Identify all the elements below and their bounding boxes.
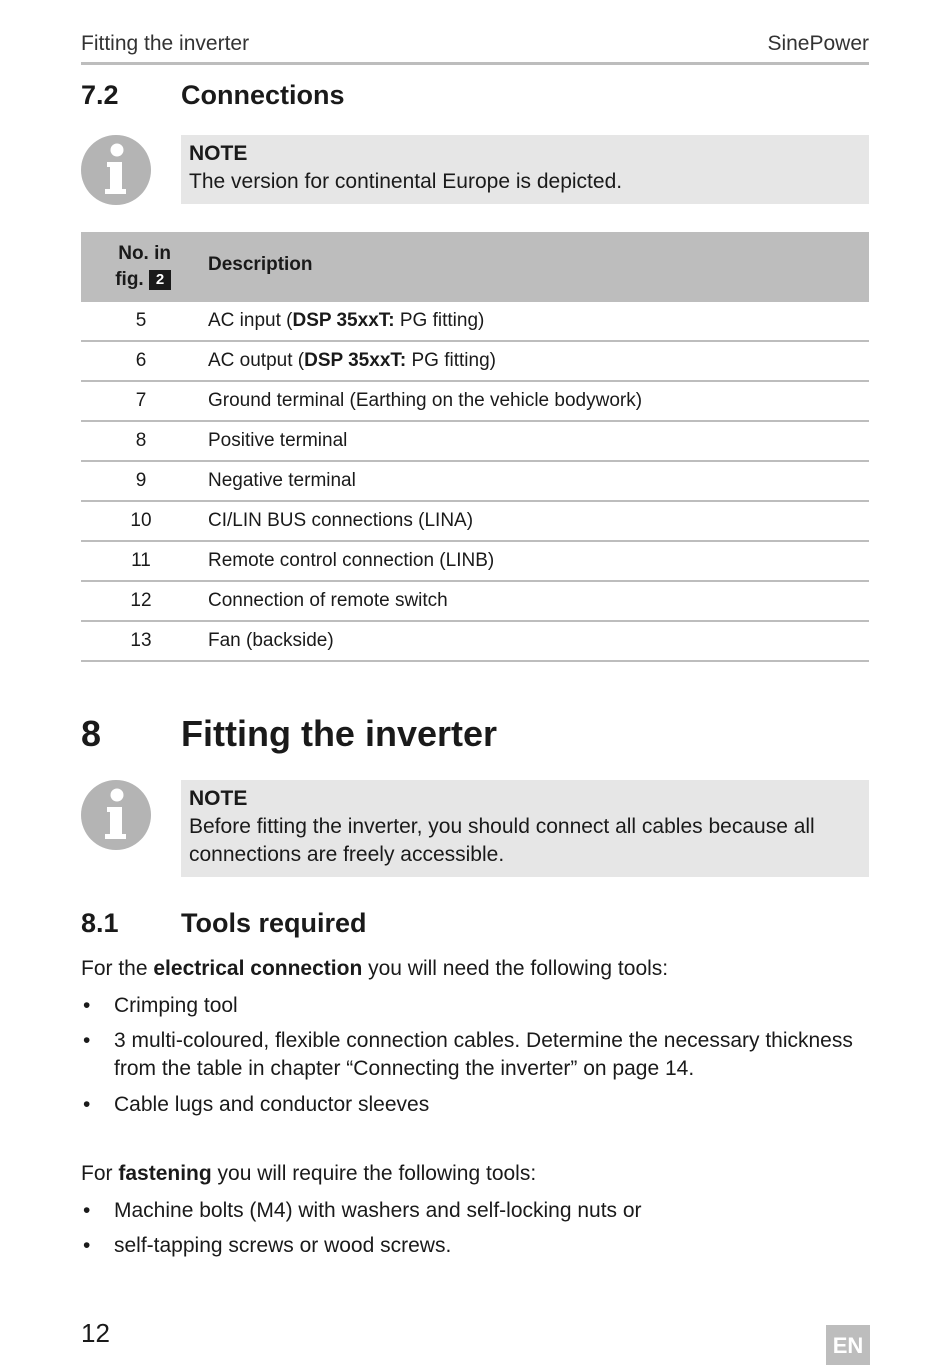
connections-table (81, 232, 869, 662)
row-description: CI/LIN BUS connections (LINA) (208, 510, 474, 531)
bullet-dot: • (83, 1029, 91, 1052)
page-number: 12 (81, 1318, 110, 1348)
note-text: Before fitting the inverter, you should connect all cables because all connections are freely accessible. (189, 815, 815, 866)
row-description: Positive terminal (208, 430, 348, 451)
row-description: AC input (DSP 35xxT: PG fitting) (208, 310, 485, 331)
header-product-name: SinePower (767, 32, 869, 55)
table-row (81, 422, 869, 462)
info-icon (81, 135, 151, 205)
chapter-title: Fitting the inverter (181, 713, 498, 754)
list-item-text: Crimping tool (114, 994, 238, 1017)
table-row (81, 622, 869, 662)
row-number: 9 (135, 470, 147, 491)
table-row (81, 462, 869, 502)
table-row (81, 502, 869, 542)
bullet-dot: • (83, 994, 91, 1017)
note-title: NOTE (189, 787, 248, 810)
section-title: Tools required (181, 908, 367, 938)
language-badge: EN (826, 1325, 870, 1365)
header-chapter-title: Fitting the inverter (81, 32, 250, 55)
note-box (181, 135, 869, 204)
row-description: AC output (DSP 35xxT: PG fitting) (208, 350, 496, 371)
row-description: Negative terminal (208, 470, 356, 491)
section-number: 7.2 (81, 80, 119, 110)
list-item-text: Cable lugs and conductor sleeves (114, 1093, 430, 1116)
section-title: Connections (181, 80, 345, 110)
row-description: Remote control connection (LINB) (208, 550, 495, 571)
note-text: The version for continental Europe is depicted. (189, 170, 623, 193)
row-description: Ground terminal (Earthing on the vehicle bodywork) (208, 390, 643, 411)
column-header-number (81, 241, 171, 293)
column-header-number-line2: fig. 2 (81, 267, 171, 293)
row-number: 13 (130, 630, 152, 651)
table-header (81, 232, 869, 302)
column-header-description: Description (208, 254, 313, 275)
bullet-dot: • (83, 1199, 91, 1222)
row-number: 10 (130, 510, 152, 531)
note-title: NOTE (189, 142, 248, 165)
info-icon (81, 780, 151, 850)
table-row (81, 342, 869, 382)
list-item-text: self-tapping screws or wood screws. (114, 1234, 452, 1257)
chapter-number: 8 (81, 713, 102, 754)
row-number: 6 (135, 350, 147, 371)
page-header (81, 30, 869, 65)
row-number: 7 (135, 390, 147, 411)
row-number: 12 (130, 590, 152, 611)
fastening-intro: For fastening you will require the following tools: (81, 1162, 537, 1185)
column-header-number-line1: No. in (118, 243, 171, 264)
table-body (81, 302, 869, 662)
row-description: Connection of remote switch (208, 590, 448, 611)
table-row (81, 302, 869, 342)
row-number: 11 (131, 550, 151, 571)
row-number: 8 (135, 430, 147, 451)
table-row (81, 542, 869, 582)
row-description: Fan (backside) (208, 630, 334, 651)
figure-badge: 2 (149, 270, 171, 290)
bullet-dot: • (83, 1093, 91, 1116)
table-row (81, 582, 869, 622)
list-item-text: Machine bolts (M4) with washers and self-locking nuts or (114, 1199, 642, 1222)
note-box (181, 780, 869, 877)
section-number: 8.1 (81, 908, 119, 938)
list-item-text: 3 multi-coloured, flexible connection cables. Determine the necessary thickness from the table in chapter “Connecting the inverter” on page 14. (114, 1029, 853, 1080)
bullet-dot: • (83, 1234, 91, 1257)
electrical-intro: For the electrical connection you will need the following tools: (81, 957, 669, 980)
row-number: 5 (135, 310, 147, 331)
table-row (81, 382, 869, 422)
